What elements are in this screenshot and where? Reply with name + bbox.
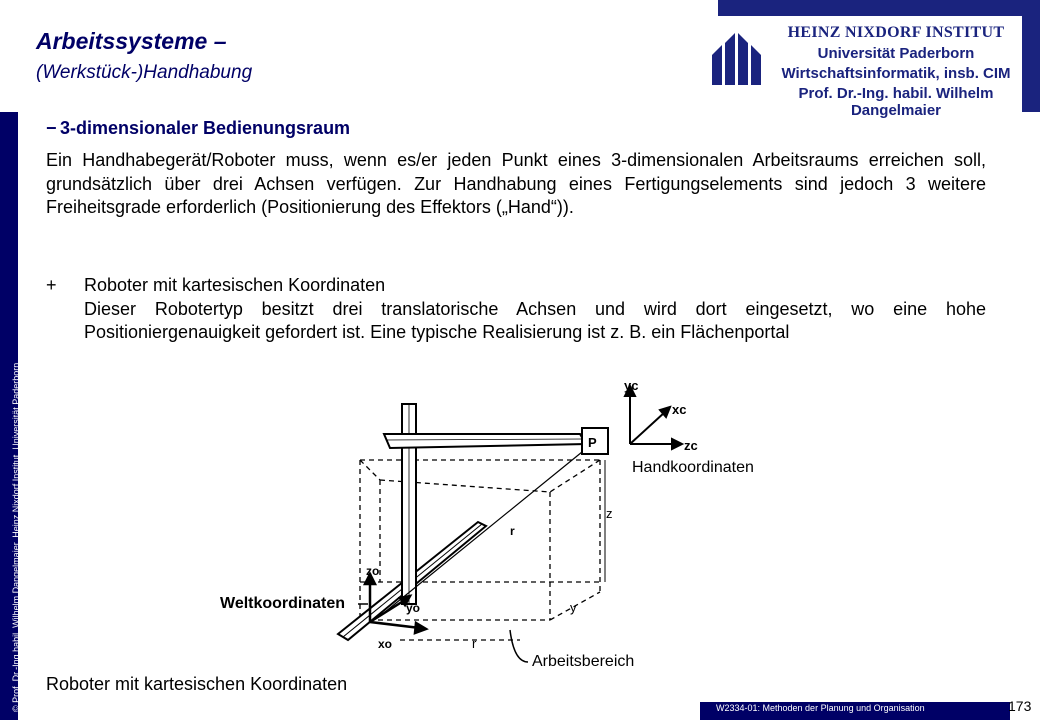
label-handkoordinaten: Handkoordinaten <box>632 459 754 476</box>
logo-university: Universität Paderborn <box>817 45 975 62</box>
heading-text: 3-dimensionaler Bedienungsraum <box>60 118 351 138</box>
label-zc: zc <box>684 438 698 453</box>
label-y: y <box>570 600 577 615</box>
slide-subtitle: (Werkstück-)Handhabung <box>36 62 253 83</box>
logo-institute: HEINZ NIXDORF INSTITUT <box>787 24 1005 41</box>
label-zo: zo <box>366 564 380 578</box>
label-xc: xc <box>672 402 687 417</box>
label-yc: yc <box>624 378 639 393</box>
label-yo: yo <box>406 601 421 615</box>
label-arbeitsbereich: Arbeitsbereich <box>532 653 635 670</box>
label-z: z <box>606 506 613 521</box>
item-bullet: + <box>46 275 57 295</box>
label-r: r <box>510 524 515 538</box>
item-text: Dieser Robotertyp besitzt drei translatorische Achsen und wird dort eingesetzt, wo eine hohe Positioniergenauigkeit gefordert ist. Eine typische Realisierung ist z. B. ein Flächenportal <box>84 298 986 342</box>
label-p: P <box>588 435 597 450</box>
footer-course: W2334-01: Methoden der Planung und Organisation <box>716 703 925 713</box>
label-r2: r <box>472 636 477 651</box>
page-number: 173 <box>1008 698 1032 714</box>
label-xo: xo <box>378 637 393 651</box>
logo-text <box>770 24 1022 119</box>
logo-professor: Prof. Dr.-Ing. habil. Wilhelm Dangelmaier <box>798 85 994 119</box>
item-title: Roboter mit kartesischen Koordinaten <box>84 275 386 295</box>
copyright-text: © Prof. Dr.-Ing habil. Wilhelm Dangelmaier, Heinz Nixdorf Institut, Universität Paderborn <box>11 362 21 712</box>
copyright-vertical <box>1 112 21 712</box>
hni-logo-icon <box>708 25 768 91</box>
logo-department: Wirtschaftsinformatik, insb. CIM <box>781 65 1011 82</box>
horizontal-arm <box>384 434 586 448</box>
bullet-item <box>46 274 986 345</box>
slide-title: Arbeitssysteme – <box>36 28 227 54</box>
section-heading <box>46 118 986 139</box>
label-weltkoordinaten: Weltkoordinaten <box>220 595 346 612</box>
intro-paragraph: Ein Handhabegerät/Roboter muss, wenn es/er jeden Punkt eines 3-dimensionalen Arbeitsraums erreichen soll, grundsätzlich über drei Achsen verfügen. Zur Handhabung eines Fertigungselements sind jedoch 3 weitere Freiheitsgrade erforderlich (Positionierung des Effektors („Hand“)). <box>46 150 986 217</box>
heading-bullet: − <box>46 118 57 138</box>
left-side-bar <box>0 112 21 720</box>
content-area <box>46 118 986 220</box>
figure-caption: Roboter mit kartesischen Koordinaten <box>46 674 348 694</box>
robot-diagram <box>210 372 790 677</box>
